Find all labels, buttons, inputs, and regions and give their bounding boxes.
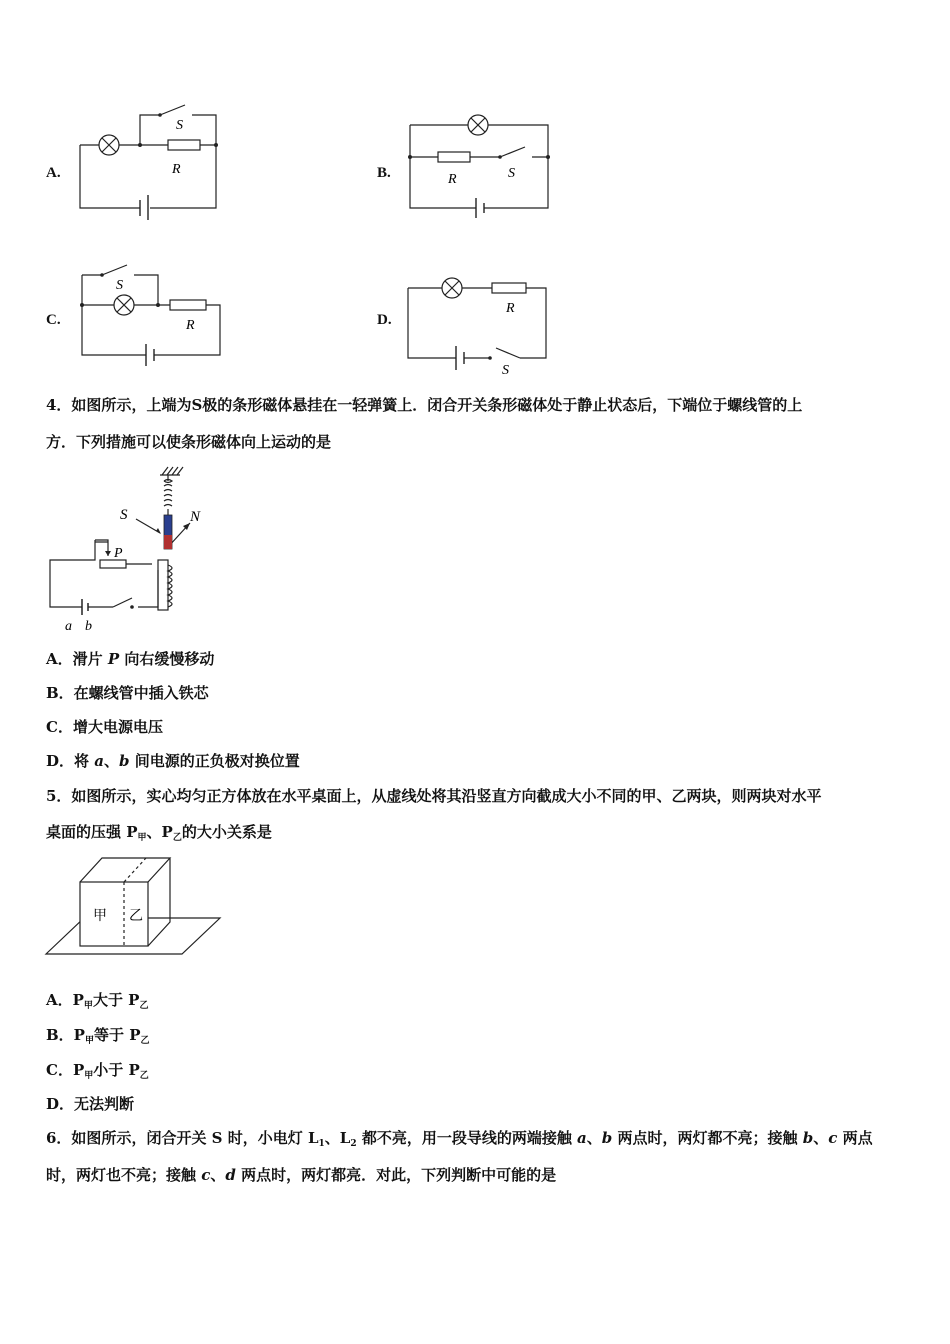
q4-option-c: C．增大电源电压 xyxy=(46,718,163,736)
circuit-diagram-b xyxy=(400,105,560,225)
slider-p-label: P xyxy=(114,546,123,561)
switch-label: S xyxy=(508,166,515,181)
resistor-label: R xyxy=(448,172,457,187)
switch-label: S xyxy=(176,118,183,133)
cube-right-label: 乙 xyxy=(129,909,143,924)
q5-option-c: C．$P_甲$小于 $P_乙$ xyxy=(46,1061,149,1081)
option-label: D. xyxy=(377,312,392,328)
q5-option-a: A．$P_甲$大于 $P_乙$ xyxy=(46,991,149,1011)
cube-left-label: 甲 xyxy=(93,909,107,924)
resistor-label: R xyxy=(186,318,195,333)
q5-option-d: D．无法判断 xyxy=(46,1095,135,1113)
q4-figure-solenoid-magnet xyxy=(40,465,230,640)
switch-label: S xyxy=(502,363,509,378)
q4-option-b: B．在螺线管中插入铁芯 xyxy=(46,684,209,702)
terminal-a-label: a xyxy=(65,619,72,634)
q4-option-d: D．将 a、b 间电源的正负极对换位置 xyxy=(46,752,300,770)
q5-option-b: B．$P_甲$等于 $P_乙$ xyxy=(46,1026,150,1046)
q4-option-a: A．滑片 P 向右缓慢移动 xyxy=(46,650,215,668)
q5-stem-line1: 5．如图所示，实心均匀正方体放在水平桌面上，从虚线处将其沿竖直方向截成大小不同的甲、乙两块，则两块对水平 xyxy=(46,787,822,805)
q4-stem-line2: 方．下列措施可以使条形磁体向上运动的是 xyxy=(46,433,332,451)
option-label: A. xyxy=(46,165,61,181)
switch-label: S xyxy=(116,278,123,293)
magnet-s-label: S xyxy=(120,507,128,523)
terminal-b-label: b xyxy=(85,619,92,634)
q5-stem-line2: 桌面的压强 $P_甲$、$P_乙$的大小关系是 xyxy=(46,823,272,843)
circuit-diagram-a xyxy=(70,95,230,220)
magnet-n-label: N xyxy=(190,509,201,525)
q6-stem-line1: 6．如图所示，闭合开关 S 时，小电灯 $L_1$、$L_2$ 都不亮，用一段导线的两端接触 a、b 两点时，两灯都不亮；接触 b、c 两点 xyxy=(46,1129,873,1149)
q5-figure-cube xyxy=(44,852,224,962)
circuit-diagram-c xyxy=(72,255,232,370)
resistor-label: R xyxy=(172,162,181,177)
q6-stem-line2: 时，两灯也不亮；接触 c、d 两点时，两灯都亮．对此，下列判断中可能的是 xyxy=(46,1166,557,1184)
q4-stem-line1: 4．如图所示，上端为S极的条形磁体悬挂在一轻弹簧上．闭合开关条形磁体处于静止状态后，下端位于螺线管的上 xyxy=(46,396,803,414)
option-label: B. xyxy=(377,165,391,181)
circuit-diagram-d xyxy=(398,270,558,380)
resistor-label: R xyxy=(506,301,515,316)
option-label: C. xyxy=(46,312,61,328)
